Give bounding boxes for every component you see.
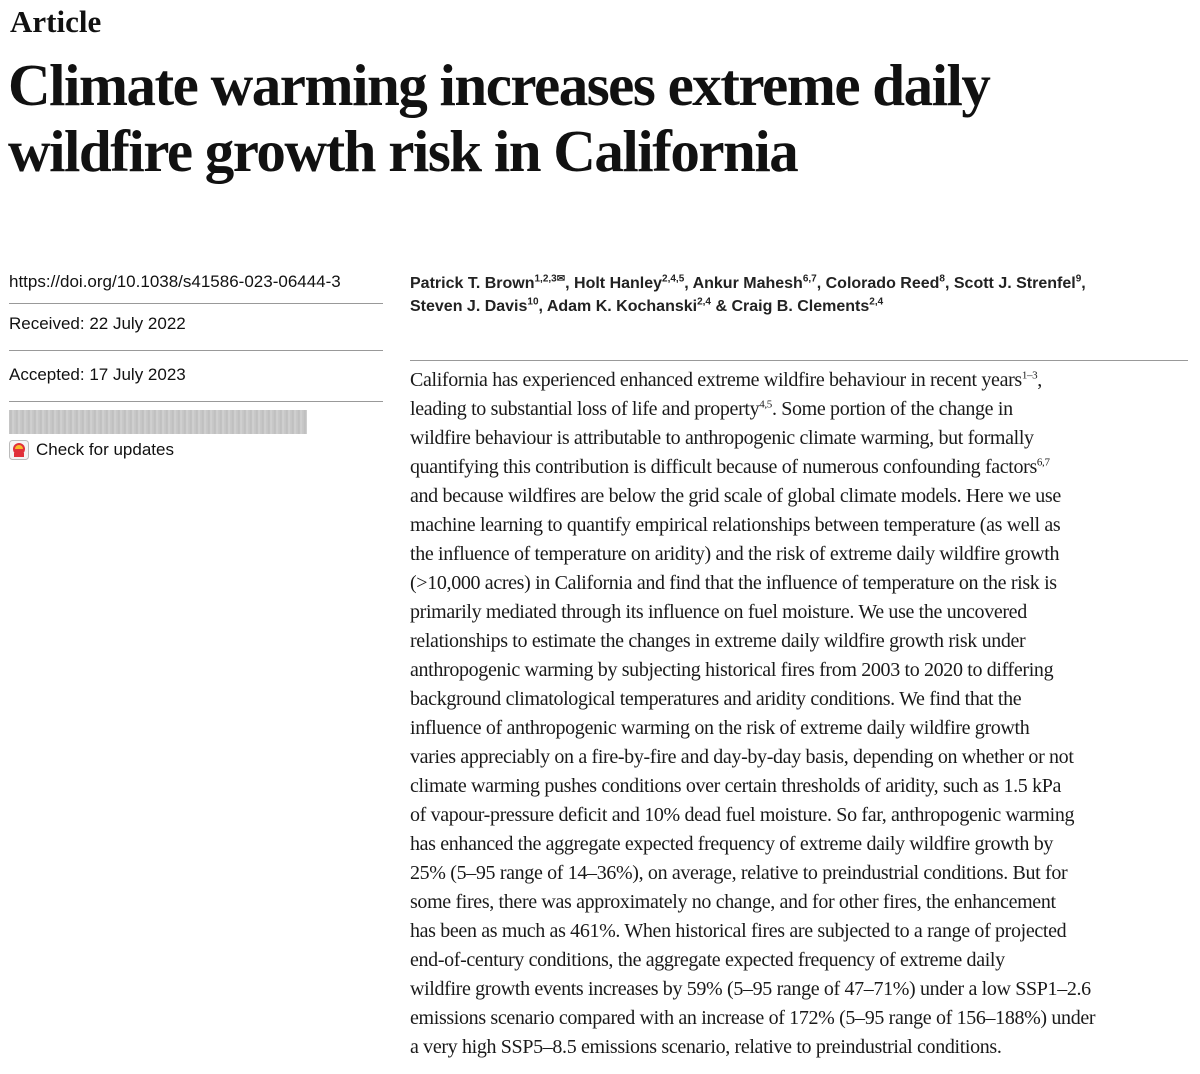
- redacted-field: [9, 410, 307, 434]
- abstract-text: and because wildfires are below the grid scale of global climate models. Here we use: [410, 485, 1061, 507]
- author-separator: &: [711, 298, 732, 315]
- author-separator: ,: [684, 275, 693, 292]
- abstract-line: [410, 453, 1190, 482]
- abstract-line: [410, 975, 1190, 1004]
- abstract-text: a very high SSP5–8.5 emissions scenario, relative to preindustrial conditions.: [410, 1036, 1002, 1058]
- abstract-line: [410, 395, 1190, 424]
- author-line: [410, 295, 1190, 318]
- affiliation-marks: 9: [1075, 273, 1082, 285]
- check-for-updates-icon: [9, 440, 29, 460]
- author-name[interactable]: Holt Hanley: [574, 275, 663, 292]
- article-metadata: [9, 272, 389, 460]
- divider: [9, 401, 383, 402]
- abstract-line: [410, 946, 1190, 975]
- affiliation-marks: 2,4: [697, 296, 711, 308]
- abstract-text: has been as much as 461%. When historical fires are subjected to a range of projected: [410, 920, 1067, 942]
- abstract-line: [410, 424, 1190, 453]
- author-name[interactable]: Scott J. Strenfel: [953, 275, 1076, 292]
- abstract-line: [410, 569, 1190, 598]
- abstract-text: climate warming pushes conditions over certain thresholds of aridity, such as 1.5 kPa: [410, 775, 1062, 797]
- abstract-line: [410, 888, 1190, 917]
- abstract-text: California has experienced enhanced extreme wildfire behaviour in recent years: [410, 369, 1022, 391]
- article-type-label: Article: [10, 4, 102, 39]
- abstract-line: [410, 598, 1190, 627]
- abstract-text: primarily mediated through its influence on fuel moisture. We use the uncovered: [410, 601, 1027, 623]
- affiliation-marks: 10: [527, 296, 539, 308]
- abstract-line: [410, 772, 1190, 801]
- author-name[interactable]: Ankur Mahesh: [692, 275, 803, 292]
- abstract-text: ,: [1037, 369, 1042, 391]
- abstract-text: 25% (5–95 range of 14–36%), on average, relative to preindustrial conditions. But for: [410, 862, 1068, 884]
- author-name[interactable]: Patrick T. Brown: [410, 275, 535, 292]
- citation-marks[interactable]: 1–3: [1021, 369, 1038, 382]
- abstract-text: anthropogenic warming by subjecting historical fires from 2003 to 2020 to differing: [410, 659, 1054, 681]
- abstract-text: has enhanced the aggregate expected frequency of extreme daily wildfire growth by: [410, 833, 1054, 855]
- doi-link[interactable]: https://doi.org/10.1038/s41586-023-06444-3: [9, 272, 341, 291]
- author-name[interactable]: Colorado Reed: [825, 275, 940, 292]
- author-line: [410, 272, 1190, 295]
- abstract-text: the influence of temperature on aridity) and the risk of extreme daily wildfire growth: [410, 543, 1060, 565]
- abstract-line: [410, 743, 1190, 772]
- abstract-line: [410, 1004, 1190, 1033]
- author-separator: ,: [1081, 275, 1086, 292]
- divider: [410, 360, 1188, 361]
- divider: [9, 350, 383, 351]
- affiliation-marks: 2,4,5: [662, 273, 685, 285]
- abstract-line: [410, 627, 1190, 656]
- abstract-line: [410, 540, 1190, 569]
- abstract-line: [410, 830, 1190, 859]
- abstract-line: [410, 917, 1190, 946]
- abstract-text: varies appreciably on a fire-by-fire and day-by-day basis, depending on whether or not: [410, 746, 1074, 768]
- abstract-line: [410, 482, 1190, 511]
- abstract-line: [410, 1033, 1190, 1062]
- author-name[interactable]: Steven J. Davis: [410, 298, 528, 315]
- author-name[interactable]: Craig B. Clements: [731, 298, 870, 315]
- abstract: [410, 366, 1190, 1062]
- check-for-updates-label: Check for updates: [36, 440, 174, 459]
- citation-marks[interactable]: 4,5: [759, 398, 772, 411]
- abstract-text: influence of anthropogenic warming on the risk of extreme daily wildfire growth: [410, 717, 1030, 739]
- abstract-text: end-of-century conditions, the aggregate expected frequency of extreme daily: [410, 949, 1005, 971]
- author-name[interactable]: Adam K. Kochanski: [546, 298, 698, 315]
- abstract-text: machine learning to quantify empirical relationships between temperature (as well as: [410, 514, 1061, 536]
- author-separator: ,: [538, 298, 547, 315]
- author-separator: ,: [565, 275, 575, 292]
- accepted-date: Accepted: 17 July 2023: [9, 365, 186, 384]
- abstract-line: [410, 685, 1190, 714]
- abstract-text: background climatological temperatures and aridity conditions. We find that the: [410, 688, 1022, 710]
- abstract-text: quantifying this contribution is difficult because of numerous confounding factors: [410, 456, 1037, 478]
- divider: [9, 303, 383, 304]
- affiliation-marks: 8: [939, 273, 945, 285]
- abstract-line: [410, 656, 1190, 685]
- check-for-updates-link[interactable]: [9, 440, 389, 460]
- received-date: Received: 22 July 2022: [9, 314, 186, 333]
- abstract-text: some fires, there was approximately no change, and for other fires, the enhancement: [410, 891, 1056, 913]
- affiliation-marks: 2,4: [869, 296, 884, 308]
- abstract-line: [410, 801, 1190, 830]
- abstract-text: . Some portion of the change in: [771, 398, 1013, 420]
- title-line: wildfire growth risk in California: [8, 118, 798, 184]
- citation-marks[interactable]: 6,7: [1036, 456, 1050, 469]
- article-title: [8, 52, 1188, 184]
- abstract-text: relationships to estimate the changes in extreme daily wildfire growth risk under: [410, 630, 1026, 652]
- affiliation-marks: 6,7: [802, 273, 817, 285]
- title-line: Climate warming increases extreme daily: [8, 52, 990, 118]
- author-list: [410, 272, 1190, 318]
- affiliation-marks: 1,2,3: [534, 273, 557, 285]
- abstract-text: (>10,000 acres) in California and find that the influence of temperature on the risk is: [410, 572, 1057, 594]
- envelope-icon[interactable]: ✉: [556, 273, 566, 285]
- abstract-text: emissions scenario compared with an increase of 172% (5–95 range of 156–188%) under: [410, 1007, 1096, 1029]
- abstract-line: [410, 714, 1190, 743]
- abstract-text: leading to substantial loss of life and property: [410, 398, 760, 420]
- abstract-text: of vapour-pressure deficit and 10% dead fuel moisture. So far, anthropogenic warming: [410, 804, 1075, 826]
- abstract-text: wildfire growth events increases by 59% (5–95 range of 47–71%) under a low SSP1–2.6: [410, 978, 1091, 1000]
- abstract-text: wildfire behaviour is attributable to anthropogenic climate warming, but formally: [410, 427, 1034, 449]
- author-separator: ,: [944, 275, 954, 292]
- author-separator: ,: [816, 275, 826, 292]
- abstract-line: [410, 366, 1190, 395]
- abstract-line: [410, 859, 1190, 888]
- abstract-line: [410, 511, 1190, 540]
